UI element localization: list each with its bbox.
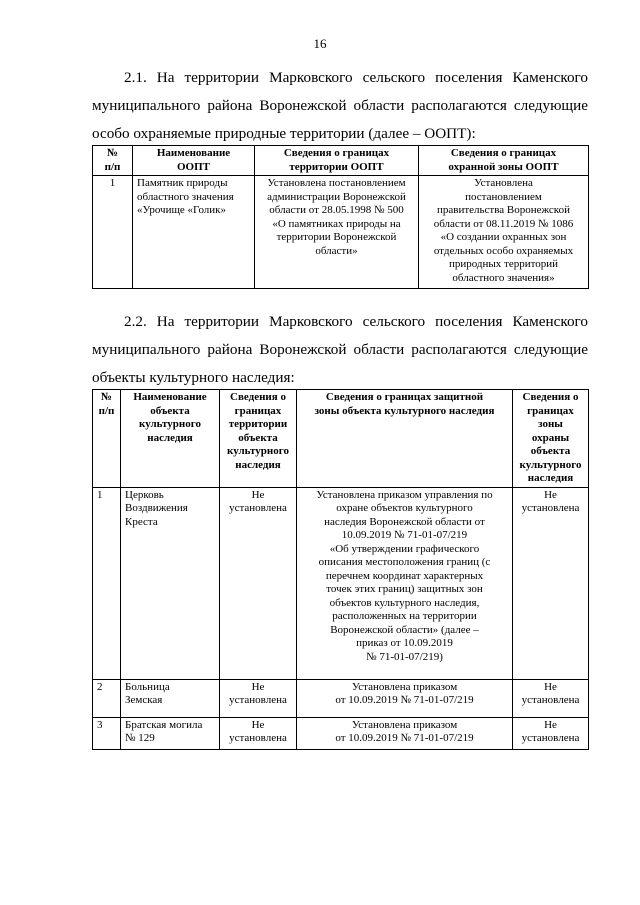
page-number: 16 <box>313 36 327 51</box>
header-number: № п/п <box>93 146 133 176</box>
header-protected-zone: Сведения о границах охранной зоны ООПТ <box>419 146 589 176</box>
table-row <box>93 679 589 717</box>
table-header-row <box>93 146 589 176</box>
row-name: Памятник природы областного значения «Урочище «Голик» <box>133 176 255 289</box>
row-territory: Не установлена <box>220 717 297 749</box>
row-number: 1 <box>93 487 121 679</box>
header-protection-zone: Сведения о границах зоны охраны объекта культурного наследия <box>513 390 589 488</box>
row-protection-zone: Не установлена <box>513 679 589 717</box>
header-territory: Сведения о границах территории объекта культурного наследия <box>220 390 297 488</box>
row-name: Больница Земская <box>121 679 220 717</box>
row-protected-zone: Установлена постановлением правительства Воронежской области от 08.11.2019 № 1086 «О создании охранных зон отдельных особо охраняемых природных территорий областного значения» <box>419 176 589 289</box>
row-name: Братская могила № 129 <box>121 717 220 749</box>
header-name: Наименование ООПТ <box>133 146 255 176</box>
table-row <box>93 717 589 749</box>
oopt-table <box>92 145 589 289</box>
table-header-row <box>93 390 589 488</box>
paragraph-line: 2.1. На территории Марковского сельского поселения Каменского <box>124 69 588 86</box>
row-protection-zone: Не установлена <box>513 487 589 679</box>
paragraph-line: 2.2. На территории Марковского сельского поселения Каменского <box>124 313 588 330</box>
row-territory: Не установлена <box>220 487 297 679</box>
header-name: Наименование объекта культурного наследия <box>121 390 220 488</box>
paragraph-line: особо охраняемые природные территории (далее – ООПТ): <box>92 125 476 142</box>
row-protective-zone: Установлена приказом управления по охране объектов культурного наследия Воронежской области от 10.09.2019 № 71-01-07/219 «Об утверждении графического описания местоположения границ (с перечнем координат характерных точек этих границ) защитных зон объектов культурного наследия, расположенных на территории Воронежской области» (далее – приказ от 10.09.2019 № 71-01-07/219) <box>297 487 513 679</box>
paragraph-line: муниципального района Воронежской области располагаются следующие <box>92 97 588 114</box>
row-protective-zone: Установлена приказом от 10.09.2019 № 71-01-07/219 <box>297 679 513 717</box>
paragraph-line: муниципального района Воронежской области располагаются следующие <box>92 341 588 358</box>
header-number: № п/п <box>93 390 121 488</box>
table-row <box>93 176 589 289</box>
paragraph-line: объекты культурного наследия: <box>92 369 295 386</box>
row-number: 2 <box>93 679 121 717</box>
table-row <box>93 487 589 679</box>
header-protective-zone: Сведения о границах защитной зоны объекта культурного наследия <box>297 390 513 488</box>
row-territory: Не установлена <box>220 679 297 717</box>
row-number: 3 <box>93 717 121 749</box>
row-protective-zone: Установлена приказом от 10.09.2019 № 71-01-07/219 <box>297 717 513 749</box>
heritage-table <box>92 389 589 750</box>
section-2-2-paragraph <box>92 308 588 392</box>
row-number: 1 <box>93 176 133 289</box>
header-territory: Сведения о границах территории ООПТ <box>255 146 419 176</box>
row-name: Церковь Воздвижения Креста <box>121 487 220 679</box>
row-protection-zone: Не установлена <box>513 717 589 749</box>
row-territory: Установлена постановлением администрации Воронежской области от 28.05.1998 № 500 «О памятниках природы на территории Воронежской области» <box>255 176 419 289</box>
section-2-1-paragraph <box>92 64 588 148</box>
